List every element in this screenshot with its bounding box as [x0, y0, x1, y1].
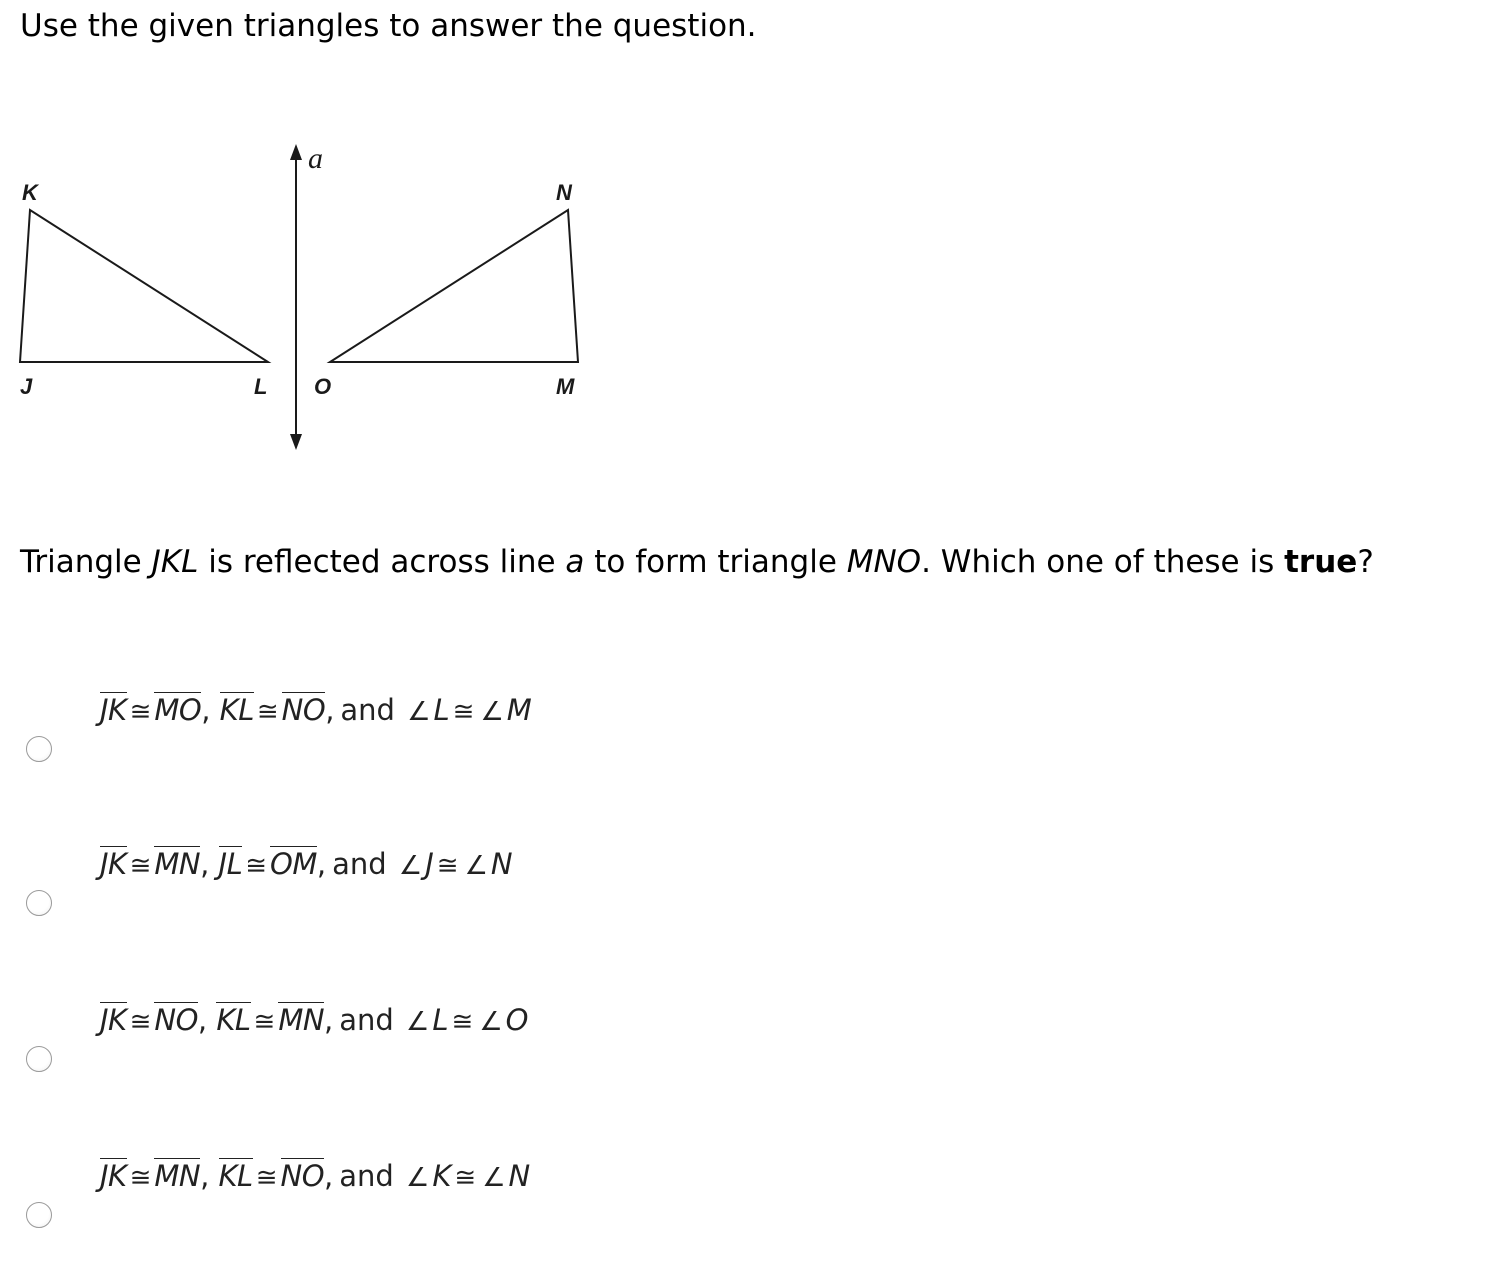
- comma: ,: [324, 1003, 334, 1037]
- angle-icon: ∠: [464, 851, 488, 881]
- segment: KL: [218, 1159, 253, 1193]
- and-text: and: [339, 1003, 394, 1037]
- answer-choice-1[interactable]: [0, 690, 900, 810]
- angle-vertex: O: [505, 1003, 529, 1037]
- comma: ,: [324, 1159, 334, 1193]
- congruent-symbol: ≅: [245, 851, 268, 881]
- comma: ,: [197, 1003, 208, 1037]
- question-part: to form triangle: [584, 544, 847, 580]
- angle-icon: ∠: [480, 697, 504, 727]
- question-triangle-mno: MNO: [846, 544, 922, 580]
- congruent-symbol: ≅: [452, 697, 475, 727]
- question-part: . Which one of these is: [921, 544, 1285, 580]
- comma: ,: [201, 693, 211, 727]
- answer-choice-3[interactable]: [0, 1000, 900, 1120]
- angle-icon: ∠: [398, 851, 423, 881]
- choice-expression: [100, 1156, 530, 1198]
- arrow-down-icon: [290, 434, 302, 450]
- comma: ,: [316, 847, 327, 881]
- angle-vertex: L: [433, 693, 450, 727]
- question-line-a: a: [565, 544, 585, 580]
- angle-icon: ∠: [406, 1007, 430, 1037]
- congruent-symbol: ≅: [255, 1163, 278, 1193]
- radio-button-3[interactable]: [26, 1046, 52, 1072]
- angle-icon: ∠: [407, 697, 431, 727]
- and-text: and: [339, 1159, 394, 1193]
- question-text: [20, 542, 1374, 582]
- congruent-symbol: ≅: [454, 1163, 477, 1193]
- segment: OM: [270, 847, 317, 881]
- segment: NO: [154, 1003, 198, 1037]
- choice-expression: [100, 1000, 528, 1042]
- vertex-label-o: O: [314, 374, 332, 399]
- triangle-mno: [330, 210, 578, 362]
- radio-button-1[interactable]: [26, 736, 52, 762]
- segment: MN: [278, 1003, 325, 1037]
- comma: ,: [325, 693, 335, 727]
- segment: JK: [100, 1003, 127, 1037]
- vertex-label-k: K: [22, 180, 38, 205]
- angle-icon: ∠: [406, 1163, 430, 1193]
- segment: JK: [100, 847, 127, 881]
- congruent-symbol: ≅: [256, 697, 279, 727]
- choice-expression: [100, 844, 513, 886]
- radio-button-4[interactable]: [26, 1202, 52, 1228]
- and-text: and: [340, 693, 395, 727]
- angle-icon: ∠: [479, 1007, 503, 1037]
- segment: KL: [219, 693, 254, 727]
- question-part: is reflected across line: [198, 544, 566, 580]
- instruction-text: Use the given triangles to answer the question.: [20, 8, 757, 44]
- angle-vertex: M: [506, 693, 532, 727]
- angle-vertex: J: [425, 847, 434, 881]
- segment: MN: [154, 847, 201, 881]
- segment: JL: [218, 847, 243, 881]
- segment: NO: [280, 1159, 325, 1193]
- comma: ,: [200, 1159, 210, 1193]
- angle-vertex: N: [508, 1159, 531, 1193]
- comma: ,: [200, 847, 210, 881]
- choice-expression: [100, 690, 532, 732]
- segment: NO: [281, 693, 326, 727]
- radio-button-2[interactable]: [26, 890, 52, 916]
- segment: JK: [100, 693, 127, 727]
- angle-vertex: K: [432, 1159, 452, 1193]
- angle-vertex: N: [490, 847, 513, 881]
- line-label-a: a: [308, 142, 323, 175]
- congruent-symbol: ≅: [129, 851, 152, 881]
- question-emphasis: true: [1284, 544, 1358, 580]
- congruent-symbol: ≅: [129, 697, 152, 727]
- congruent-symbol: ≅: [436, 851, 459, 881]
- arrow-up-icon: [290, 144, 302, 160]
- segment: MO: [154, 693, 202, 727]
- congruent-symbol: ≅: [129, 1163, 152, 1193]
- vertex-label-j: J: [20, 374, 33, 399]
- answer-choice-4[interactable]: [0, 1156, 900, 1276]
- question-triangle-jkl: JKL: [151, 544, 199, 580]
- angle-icon: ∠: [482, 1163, 506, 1193]
- triangle-jkl: [20, 210, 268, 362]
- reflection-figure: [0, 130, 640, 460]
- congruent-symbol: ≅: [129, 1007, 152, 1037]
- congruent-symbol: ≅: [451, 1007, 474, 1037]
- angle-vertex: L: [432, 1003, 449, 1037]
- vertex-label-n: N: [556, 180, 572, 205]
- vertex-label-l: L: [254, 374, 268, 399]
- congruent-symbol: ≅: [253, 1007, 276, 1037]
- segment: JK: [100, 1159, 127, 1193]
- vertex-label-m: M: [556, 374, 575, 399]
- segment: MN: [154, 1159, 201, 1193]
- and-text: and: [332, 847, 387, 881]
- answer-choice-2[interactable]: [0, 844, 900, 964]
- question-part: Triangle: [20, 544, 152, 580]
- question-part: ?: [1357, 544, 1374, 580]
- segment: KL: [216, 1003, 251, 1037]
